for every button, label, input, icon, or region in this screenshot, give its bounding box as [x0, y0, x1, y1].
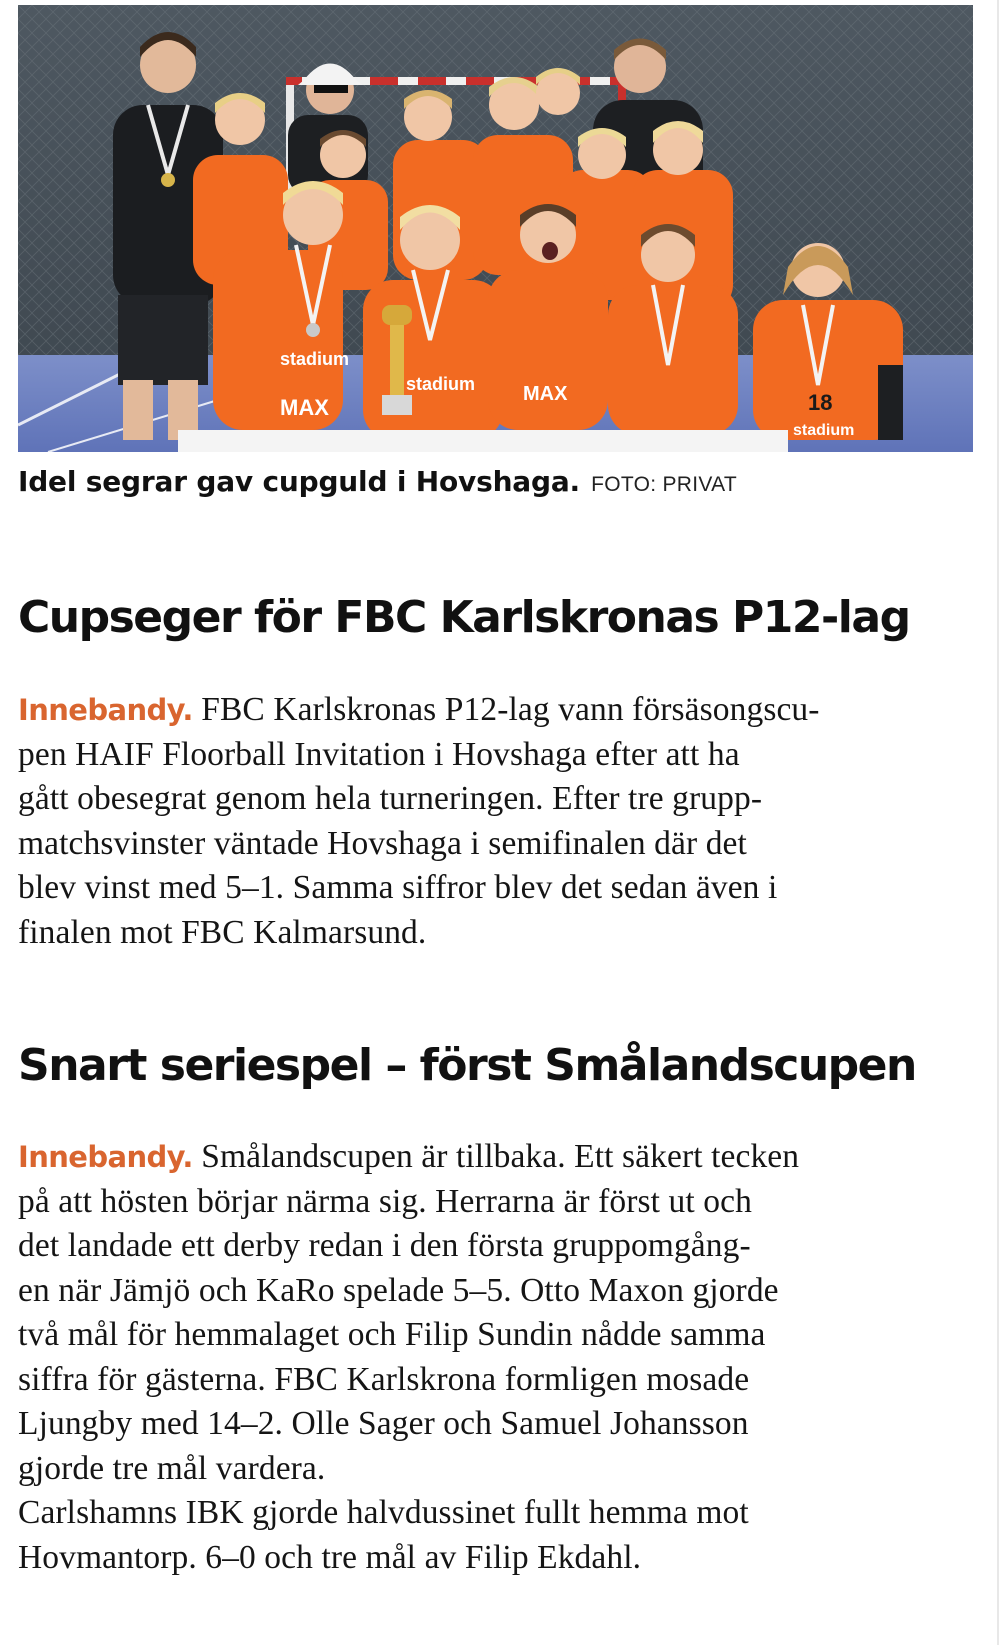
article-1-line [18, 688, 1000, 733]
article-2-line: det landade ett derby redan i den första gruppomgång- [18, 1227, 751, 1264]
jersey-text: stadium [406, 374, 476, 394]
article-2-kicker: Innebandy. [18, 1140, 193, 1174]
trophy [382, 305, 412, 325]
article-1-kicker: Innebandy. [18, 693, 193, 727]
caption-text: Idel segrar gav cupguld i Hovshaga. [18, 465, 580, 498]
article-2-line [18, 1135, 1000, 1180]
article-1-line: pen HAIF Floorball Invitation i Hovshaga efter att ha [18, 735, 740, 773]
article-1-line: gått obesegrat genom hela turneringen. Efter tre grupp- [18, 780, 763, 817]
article-2-line: Carlshamns IBK gjorde halvdussinet fullt hemma mot [18, 1494, 749, 1531]
article-1-line-text: FBC Karlskronas P12-lag vann försäsongscu- [201, 691, 820, 728]
article-1-body [18, 688, 1000, 955]
photo-credit: FOTO: PRIVAT [591, 473, 738, 496]
article-1-line: blev vinst med 5–1. Samma siffror blev det sedan även i [18, 869, 778, 906]
jersey-text: stadium [280, 349, 350, 369]
article-2-body [18, 1135, 1000, 1580]
article-2-line-text: Smålandscupen är tillbaka. Ett säkert tecken [201, 1138, 800, 1175]
article-2-headline: Snart seriespel – först Smålandscupen [18, 1040, 916, 1091]
article-1-line: finalen mot FBC Kalmarsund. [18, 913, 427, 951]
article-2-line: på att hösten börjar närma sig. Herrarna är först ut och [18, 1182, 752, 1220]
article-2-line: gjorde tre mål vardera. [18, 1449, 326, 1487]
article-2-line: Ljungby med 14–2. Olle Sager och Samuel Johansson [18, 1405, 749, 1442]
jersey-text: MAX [280, 395, 329, 420]
article-2-line: två mål för hemmalaget och Filip Sundin nådde samma [18, 1316, 766, 1353]
article-2-line: siffra för gästerna. FBC Karlskrona formligen mosade [18, 1360, 750, 1398]
jersey-text: stadium [793, 422, 855, 439]
article-2-line: en när Jämjö och KaRo spelade 5–5. Otto Maxon gjorde [18, 1271, 779, 1309]
article-2-line: Hovmantorp. 6–0 och tre mål av Filip Ekdahl. [18, 1538, 642, 1576]
jersey-text: 18 [808, 390, 833, 415]
photo-caption [18, 465, 978, 498]
article-1-headline: Cupseger för FBC Karlskronas P12-lag [18, 592, 910, 643]
banner [178, 430, 788, 452]
article-1-line: matchsvinster väntade Hovshaga i semifinalen där det [18, 824, 747, 862]
jersey-text: MAX [523, 383, 568, 405]
team-photo [18, 5, 973, 452]
